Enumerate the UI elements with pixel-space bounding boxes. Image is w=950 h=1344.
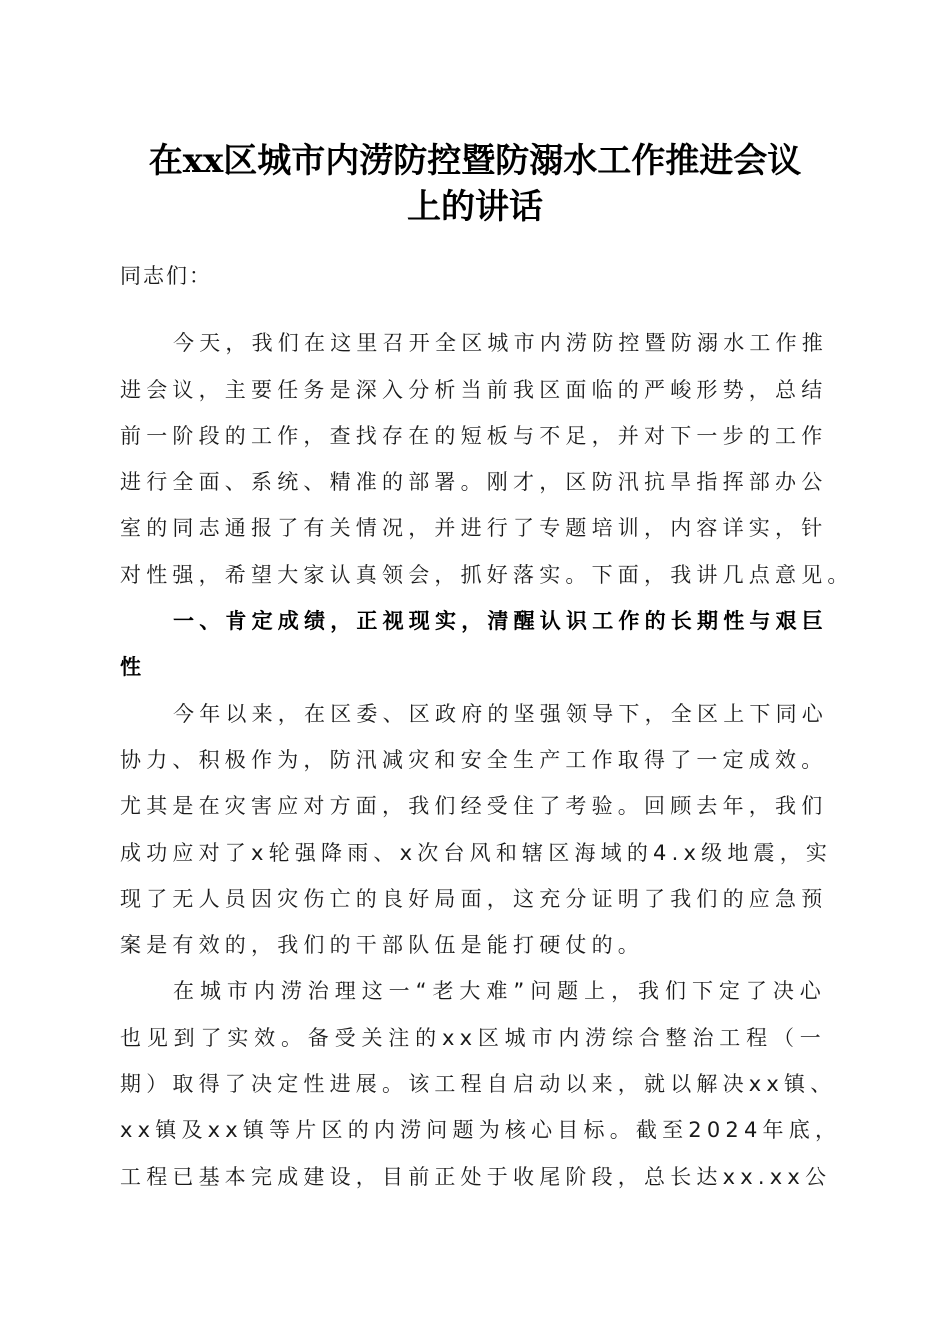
paragraph-line: 对性强，希望大家认真领会，抓好落实。下面，我讲几点意见。 (120, 562, 854, 587)
paragraph-line: 工程已基本完成建设，目前正处于收尾阶段，总长达xx.xx公 (120, 1164, 832, 1189)
paragraph-line: 尤其是在灾害应对方面，我们经受住了考验。回顾去年，我们 (120, 794, 828, 819)
paragraph-line: 今天，我们在这里召开全区城市内涝防控暨防溺水工作推 (173, 331, 828, 356)
title-line-2: 上的讲话 (407, 187, 543, 228)
paragraph-line: 今年以来，在区委、区政府的坚强领导下，全区上下同心 (173, 701, 828, 726)
paragraph-line: 协力、积极作为，防汛减灾和安全生产工作取得了一定成效。 (120, 747, 828, 772)
paragraph-line: 在城市内涝治理这一“老大难”问题上，我们下定了决心 (173, 979, 826, 1004)
paragraph-line: 前一阶段的工作，查找存在的短板与不足，并对下一步的工作 (120, 423, 828, 448)
document-title (100, 138, 850, 231)
paragraph-line: 期）取得了决定性进展。该工程自启动以来，就以解决xx镇、 (120, 1072, 837, 1097)
section-heading-line: 一、肯定成绩，正视现实，清醒认识工作的长期性与艰巨 (173, 609, 826, 634)
document-body (120, 253, 854, 1200)
paragraph-line: 案是有效的，我们的干部队伍是能打硬仗的。 (120, 933, 644, 958)
paragraph-line: 进会议，主要任务是深入分析当前我区面临的严峻形势，总结 (120, 377, 828, 402)
paragraph-opening (120, 320, 854, 598)
section-heading-line: 性 (120, 655, 141, 680)
title-line-1: 在xx区城市内涝防控暨防溺水工作推进会议 (148, 141, 802, 181)
paragraph-achievements (120, 691, 833, 969)
paragraph-line: 现了无人员因灾伤亡的良好局面，这充分证明了我们的应急预 (120, 886, 828, 911)
paragraph-line: 成功应对了x轮强降雨、x次台风和辖区海域的4.x级地震，实 (120, 840, 833, 865)
paragraph-line: 进行全面、系统、精准的部署。刚才，区防汛抗旱指挥部办公 (120, 470, 828, 495)
paragraph-waterlogging (120, 968, 842, 1199)
paragraph-line: 也见到了实效。备受关注的xx区城市内涝综合整治工程（一 (120, 1025, 826, 1050)
paragraph-line: xx镇及xx镇等片区的内涝问题为核心目标。截至2024年底， (120, 1118, 842, 1143)
section-heading-1 (120, 598, 826, 691)
salutation: 同志们： (120, 264, 212, 288)
paragraph-line: 室的同志通报了有关情况，并进行了专题培训，内容详实，针 (120, 516, 828, 541)
